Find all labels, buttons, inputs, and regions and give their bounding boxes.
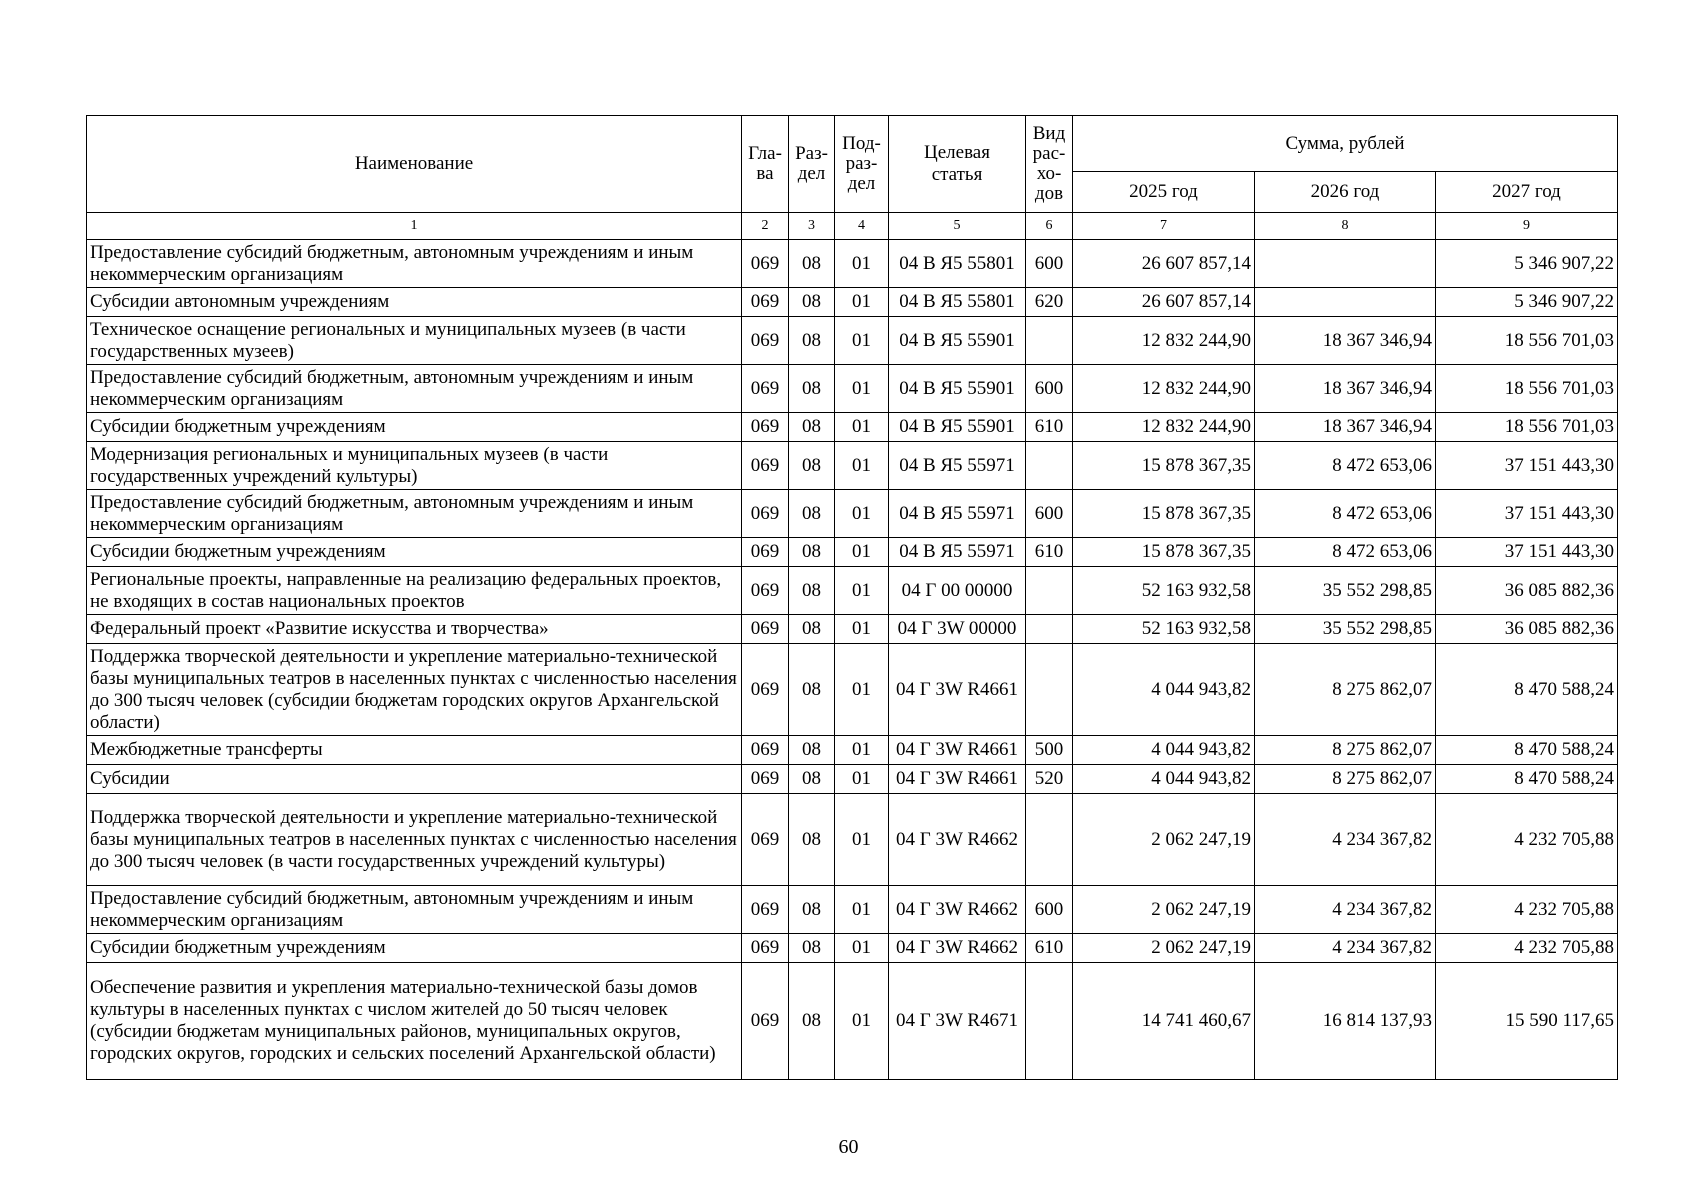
row-sum-2025: 15 878 367,35: [1073, 538, 1255, 567]
table-row: [87, 794, 1618, 886]
column-number: 6: [1026, 213, 1073, 240]
row-sum-2027: 37 151 443,30: [1436, 538, 1618, 567]
column-number: 7: [1073, 213, 1255, 240]
header-expense-type: Вид рас- хо- дов: [1026, 116, 1073, 213]
row-target: 04 Г 3W R4661: [889, 736, 1026, 765]
table-row: [87, 490, 1618, 538]
row-chapter: 069: [742, 288, 789, 317]
row-section: 08: [789, 765, 835, 794]
row-name: Предоставление субсидий бюджетным, автономным учреждениям и иным некоммерческим организациям: [87, 490, 742, 538]
row-sum-2026: 8 275 862,07: [1255, 765, 1436, 794]
table-row: [87, 736, 1618, 765]
row-target: 04 В Я5 55901: [889, 365, 1026, 413]
row-sum-2027: 8 470 588,24: [1436, 765, 1618, 794]
row-sum-2026: 18 367 346,94: [1255, 317, 1436, 365]
row-target: 04 Г 3W R4661: [889, 644, 1026, 736]
table-row: [87, 538, 1618, 567]
row-subsection: 01: [835, 736, 889, 765]
row-target: 04 В Я5 55971: [889, 490, 1026, 538]
row-sum-2027: 36 085 882,36: [1436, 567, 1618, 615]
table-row: [87, 288, 1618, 317]
budget-table: [86, 115, 1618, 1080]
row-section: 08: [789, 886, 835, 934]
row-chapter: 069: [742, 413, 789, 442]
row-name: Субсидии бюджетным учреждениям: [87, 934, 742, 963]
table-row: [87, 886, 1618, 934]
row-expense-type: 600: [1026, 240, 1073, 288]
row-target: 04 В Я5 55801: [889, 240, 1026, 288]
row-expense-type: 520: [1026, 765, 1073, 794]
table-row: [87, 615, 1618, 644]
row-expense-type: 610: [1026, 413, 1073, 442]
row-sum-2027: 8 470 588,24: [1436, 644, 1618, 736]
row-subsection: 01: [835, 240, 889, 288]
row-sum-2025: 2 062 247,19: [1073, 934, 1255, 963]
header-target: Целевая статья: [889, 116, 1026, 213]
row-sum-2027: 4 232 705,88: [1436, 934, 1618, 963]
column-number: 5: [889, 213, 1026, 240]
row-sum-2026: 8 275 862,07: [1255, 736, 1436, 765]
column-number: 2: [742, 213, 789, 240]
row-target: 04 Г 00 00000: [889, 567, 1026, 615]
row-target: 04 В Я5 55901: [889, 317, 1026, 365]
row-sum-2025: 4 044 943,82: [1073, 644, 1255, 736]
row-target: 04 В Я5 55971: [889, 442, 1026, 490]
header-name: Наименование: [87, 116, 742, 213]
row-chapter: 069: [742, 615, 789, 644]
row-sum-2027: 37 151 443,30: [1436, 490, 1618, 538]
row-subsection: 01: [835, 317, 889, 365]
row-name: Модернизация региональных и муниципальных музеев (в части государственных учреждений культуры): [87, 442, 742, 490]
row-section: 08: [789, 644, 835, 736]
row-sum-2025: 52 163 932,58: [1073, 615, 1255, 644]
row-name: Техническое оснащение региональных и муниципальных музеев (в части государственных музеев): [87, 317, 742, 365]
row-section: 08: [789, 365, 835, 413]
row-sum-2025: 52 163 932,58: [1073, 567, 1255, 615]
row-sum-2027: 5 346 907,22: [1436, 288, 1618, 317]
row-name: Межбюджетные трансферты: [87, 736, 742, 765]
row-sum-2025: 12 832 244,90: [1073, 317, 1255, 365]
row-chapter: 069: [742, 442, 789, 490]
column-number: 3: [789, 213, 835, 240]
row-sum-2026: 35 552 298,85: [1255, 567, 1436, 615]
row-name: Предоставление субсидий бюджетным, автономным учреждениям и иным некоммерческим организациям: [87, 240, 742, 288]
row-sum-2027: 37 151 443,30: [1436, 442, 1618, 490]
table-row: [87, 317, 1618, 365]
row-expense-type: [1026, 567, 1073, 615]
row-sum-2025: 4 044 943,82: [1073, 765, 1255, 794]
row-chapter: 069: [742, 963, 789, 1080]
row-sum-2026: 18 367 346,94: [1255, 365, 1436, 413]
column-number: 9: [1436, 213, 1618, 240]
row-target: 04 В Я5 55901: [889, 413, 1026, 442]
row-sum-2025: 26 607 857,14: [1073, 240, 1255, 288]
row-sum-2026: 35 552 298,85: [1255, 615, 1436, 644]
row-sum-2027: 18 556 701,03: [1436, 365, 1618, 413]
row-subsection: 01: [835, 765, 889, 794]
row-sum-2025: 12 832 244,90: [1073, 365, 1255, 413]
row-sum-2026: [1255, 240, 1436, 288]
row-section: 08: [789, 240, 835, 288]
table-row: [87, 240, 1618, 288]
row-sum-2025: 14 741 460,67: [1073, 963, 1255, 1080]
row-subsection: 01: [835, 567, 889, 615]
header-year-2025: 2025 год: [1073, 172, 1255, 213]
table-row: [87, 413, 1618, 442]
row-target: 04 Г 3W R4662: [889, 934, 1026, 963]
row-section: 08: [789, 442, 835, 490]
row-name: Субсидии бюджетным учреждениям: [87, 538, 742, 567]
row-chapter: 069: [742, 794, 789, 886]
row-section: 08: [789, 288, 835, 317]
row-sum-2026: 16 814 137,93: [1255, 963, 1436, 1080]
row-sum-2026: 4 234 367,82: [1255, 794, 1436, 886]
row-sum-2027: 4 232 705,88: [1436, 886, 1618, 934]
header-chapter: Гла- ва: [742, 116, 789, 213]
row-target: 04 Г 3W R4671: [889, 963, 1026, 1080]
header-section: Раз- дел: [789, 116, 835, 213]
row-sum-2026: 8 275 862,07: [1255, 644, 1436, 736]
row-name: Региональные проекты, направленные на реализацию федеральных проектов, не входящих в состав национальных проектов: [87, 567, 742, 615]
row-section: 08: [789, 567, 835, 615]
row-name: Поддержка творческой деятельности и укрепление материально-технической базы муниципальных театров в населенных пунктах с численностью населения до 300 тысяч человек (в части государственных учреждений культуры): [87, 794, 742, 886]
header-year-2026: 2026 год: [1255, 172, 1436, 213]
row-subsection: 01: [835, 794, 889, 886]
row-expense-type: 610: [1026, 538, 1073, 567]
row-sum-2027: 4 232 705,88: [1436, 794, 1618, 886]
table-row: [87, 644, 1618, 736]
row-name: Субсидии бюджетным учреждениям: [87, 413, 742, 442]
column-number: 8: [1255, 213, 1436, 240]
header-subsection: Под- раз- дел: [835, 116, 889, 213]
row-section: 08: [789, 413, 835, 442]
table-row: [87, 365, 1618, 413]
row-sum-2026: [1255, 288, 1436, 317]
table-row: [87, 442, 1618, 490]
row-expense-type: [1026, 644, 1073, 736]
row-chapter: 069: [742, 567, 789, 615]
row-sum-2025: 26 607 857,14: [1073, 288, 1255, 317]
table-row: [87, 934, 1618, 963]
row-sum-2027: 18 556 701,03: [1436, 413, 1618, 442]
row-sum-2027: 8 470 588,24: [1436, 736, 1618, 765]
row-expense-type: [1026, 317, 1073, 365]
row-name: Поддержка творческой деятельности и укрепление материально-технической базы муниципальных театров в населенных пунктах с численностью населения до 300 тысяч человек (субсидии бюджетам городских округов Архангельской области): [87, 644, 742, 736]
row-section: 08: [789, 490, 835, 538]
row-chapter: 069: [742, 365, 789, 413]
row-subsection: 01: [835, 963, 889, 1080]
row-sum-2026: 8 472 653,06: [1255, 442, 1436, 490]
row-sum-2025: 15 878 367,35: [1073, 442, 1255, 490]
row-sum-2026: 8 472 653,06: [1255, 490, 1436, 538]
table-row: [87, 963, 1618, 1080]
row-chapter: 069: [742, 644, 789, 736]
row-subsection: 01: [835, 934, 889, 963]
row-sum-2025: 15 878 367,35: [1073, 490, 1255, 538]
row-section: 08: [789, 317, 835, 365]
row-expense-type: [1026, 442, 1073, 490]
column-number-row: [87, 213, 1618, 240]
row-section: 08: [789, 615, 835, 644]
row-sum-2025: 12 832 244,90: [1073, 413, 1255, 442]
row-sum-2026: 4 234 367,82: [1255, 934, 1436, 963]
row-target: 04 Г 3W R4661: [889, 765, 1026, 794]
row-expense-type: [1026, 615, 1073, 644]
row-section: 08: [789, 736, 835, 765]
row-target: 04 В Я5 55801: [889, 288, 1026, 317]
row-target: 04 Г 3W 00000: [889, 615, 1026, 644]
row-sum-2027: 36 085 882,36: [1436, 615, 1618, 644]
row-chapter: 069: [742, 317, 789, 365]
row-name: Предоставление субсидий бюджетным, автономным учреждениям и иным некоммерческим организациям: [87, 886, 742, 934]
row-chapter: 069: [742, 736, 789, 765]
table-row: [87, 567, 1618, 615]
row-expense-type: 610: [1026, 934, 1073, 963]
row-name: Субсидии автономным учреждениям: [87, 288, 742, 317]
row-subsection: 01: [835, 442, 889, 490]
row-expense-type: 620: [1026, 288, 1073, 317]
row-chapter: 069: [742, 490, 789, 538]
row-target: 04 В Я5 55971: [889, 538, 1026, 567]
row-chapter: 069: [742, 934, 789, 963]
row-section: 08: [789, 538, 835, 567]
row-sum-2025: 2 062 247,19: [1073, 794, 1255, 886]
page-number: 60: [838, 1136, 859, 1158]
row-section: 08: [789, 934, 835, 963]
row-sum-2025: 4 044 943,82: [1073, 736, 1255, 765]
table-row: [87, 765, 1618, 794]
header-year-2027: 2027 год: [1436, 172, 1618, 213]
header-sum: Сумма, рублей: [1073, 116, 1618, 172]
row-sum-2026: 4 234 367,82: [1255, 886, 1436, 934]
row-section: 08: [789, 963, 835, 1080]
row-subsection: 01: [835, 538, 889, 567]
row-chapter: 069: [742, 886, 789, 934]
row-expense-type: 600: [1026, 886, 1073, 934]
column-number: 1: [87, 213, 742, 240]
row-subsection: 01: [835, 413, 889, 442]
row-subsection: 01: [835, 365, 889, 413]
column-number: 4: [835, 213, 889, 240]
row-expense-type: 600: [1026, 490, 1073, 538]
row-name: Субсидии: [87, 765, 742, 794]
row-expense-type: [1026, 963, 1073, 1080]
table-body: [87, 240, 1618, 1080]
row-chapter: 069: [742, 765, 789, 794]
row-sum-2027: 15 590 117,65: [1436, 963, 1618, 1080]
row-subsection: 01: [835, 615, 889, 644]
row-name: Предоставление субсидий бюджетным, автономным учреждениям и иным некоммерческим организациям: [87, 365, 742, 413]
row-chapter: 069: [742, 538, 789, 567]
row-target: 04 Г 3W R4662: [889, 886, 1026, 934]
row-subsection: 01: [835, 644, 889, 736]
row-sum-2025: 2 062 247,19: [1073, 886, 1255, 934]
row-section: 08: [789, 794, 835, 886]
row-expense-type: [1026, 794, 1073, 886]
row-subsection: 01: [835, 288, 889, 317]
row-name: Обеспечение развития и укрепления материально-технической базы домов культуры в населенных пунктах с числом жителей до 50 тысяч человек (субсидии бюджетам муниципальных районов, муниципальных округов, городских округов, городских и сельских поселений Архангельской области): [87, 963, 742, 1080]
row-chapter: 069: [742, 240, 789, 288]
row-sum-2027: 18 556 701,03: [1436, 317, 1618, 365]
row-subsection: 01: [835, 886, 889, 934]
row-expense-type: 500: [1026, 736, 1073, 765]
row-sum-2027: 5 346 907,22: [1436, 240, 1618, 288]
row-target: 04 Г 3W R4662: [889, 794, 1026, 886]
row-subsection: 01: [835, 490, 889, 538]
row-sum-2026: 8 472 653,06: [1255, 538, 1436, 567]
row-expense-type: 600: [1026, 365, 1073, 413]
row-sum-2026: 18 367 346,94: [1255, 413, 1436, 442]
row-name: Федеральный проект «Развитие искусства и творчества»: [87, 615, 742, 644]
